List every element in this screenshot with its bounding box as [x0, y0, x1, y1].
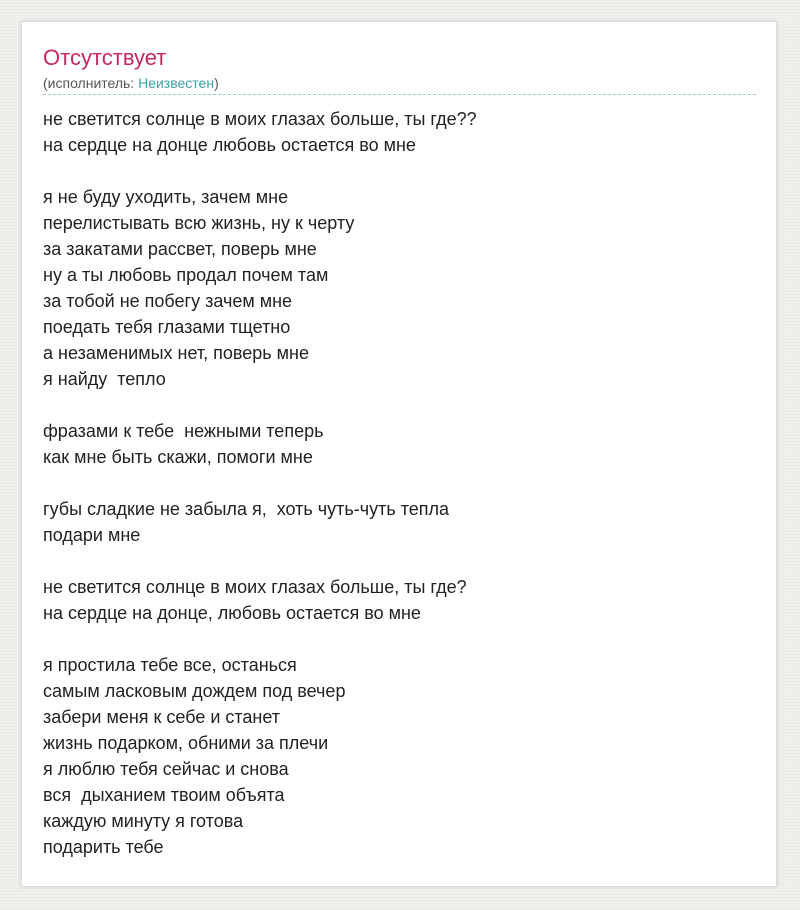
- lyric-line: за тобой не побегу зачем мне: [43, 291, 293, 311]
- song-title: Отсутствует: [43, 45, 167, 70]
- lyric-line: жизнь подарком, обними за плечи: [43, 733, 329, 753]
- artist-line: [43, 74, 219, 92]
- lyric-line: поедать тебя глазами тщетно: [43, 317, 291, 337]
- stanza-break: [43, 548, 477, 574]
- lyric-line: я люблю тебя сейчас и снова: [43, 759, 289, 779]
- artist-link[interactable]: Неизвестен: [138, 75, 215, 91]
- lyric-line: на сердце на донце, любовь остается во мне: [43, 603, 421, 623]
- lyric-line: подари мне: [43, 525, 141, 545]
- stanza-break: [43, 626, 477, 652]
- stanza-break: [43, 470, 477, 496]
- artist-suffix: ): [214, 75, 219, 91]
- lyric-line: самым ласковым дождем под вечер: [43, 681, 346, 701]
- lyric-line: не светится солнце в моих глазах больше, ты где?: [43, 577, 467, 597]
- lyric-line: фразами к тебе нежными теперь: [43, 421, 324, 441]
- lyric-line: я не буду уходить, зачем мне: [43, 187, 289, 207]
- lyric-line: вся дыханием твоим объята: [43, 785, 285, 805]
- lyric-line: подарить тебе: [43, 837, 164, 857]
- lyric-line: на сердце на донце любовь остается во мне: [43, 135, 416, 155]
- lyric-line: не светится солнце в моих глазах больше, ты где??: [43, 109, 477, 129]
- lyric-line: а незаменимых нет, поверь мне: [43, 343, 309, 363]
- stanza-break: [43, 392, 477, 418]
- lyrics-card: [21, 21, 777, 887]
- lyric-line: я простила тебе все, останься: [43, 655, 297, 675]
- lyric-line: губы сладкие не забыла я, хоть чуть-чуть тепла: [43, 499, 450, 519]
- lyric-line: каждую минуту я готова: [43, 811, 244, 831]
- lyric-line: за закатами рассвет, поверь мне: [43, 239, 317, 259]
- lyric-line: забери меня к себе и станет: [43, 707, 281, 727]
- artist-prefix: (исполнитель:: [43, 75, 139, 91]
- lyric-line: ну а ты любовь продал почем там: [43, 265, 329, 285]
- lyric-line: я найду тепло: [43, 369, 166, 389]
- lyrics-text: [43, 106, 477, 860]
- title-divider: [43, 94, 756, 95]
- lyric-line: как мне быть скажи, помоги мне: [43, 447, 313, 467]
- lyric-line: перелистывать всю жизнь, ну к черту: [43, 213, 355, 233]
- stanza-break: [43, 158, 477, 184]
